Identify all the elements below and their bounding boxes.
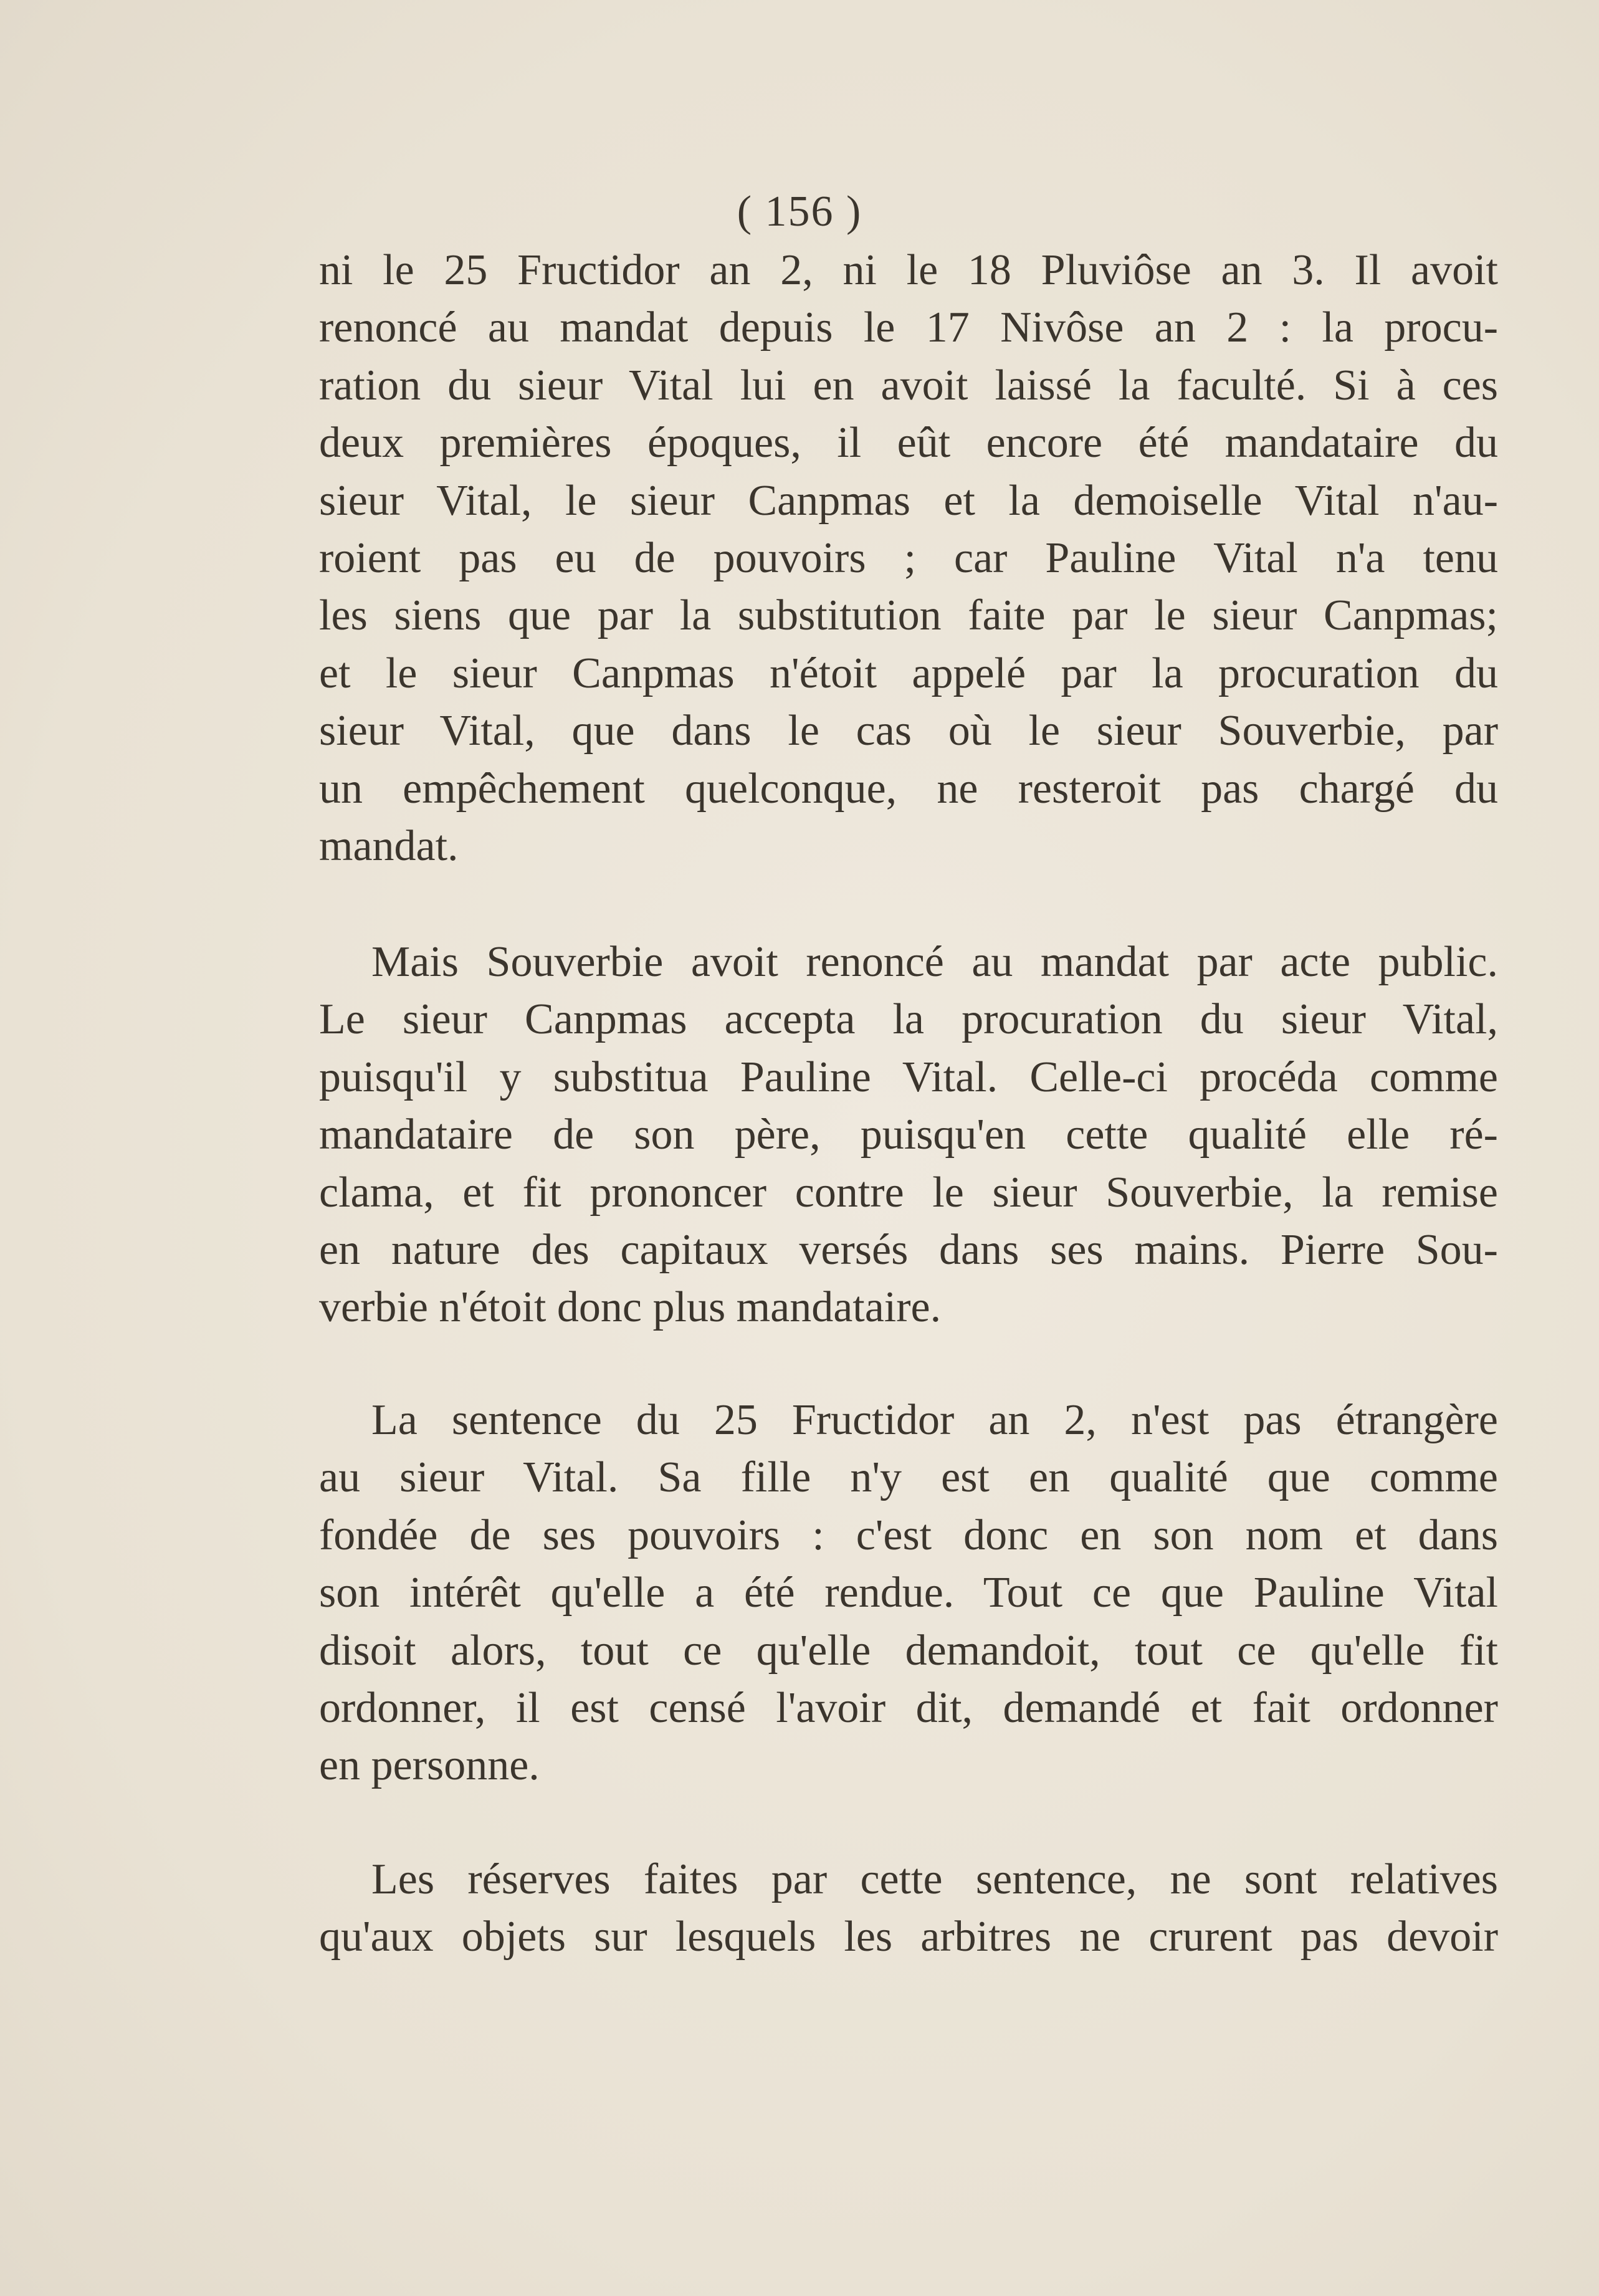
text-line: roient pas eu de pouvoirs ; car Pauline Vital n'a tenu <box>319 533 1498 582</box>
text-line: sieur Vital, que dans le cas où le sieur Souverbie, par <box>319 707 1498 755</box>
text-line: renoncé au mandat depuis le 17 Nivôse an 2 : la procu- <box>319 304 1498 352</box>
text-line: qu'aux objets sur lesquels les arbitres ne crurent pas devoir <box>319 1913 1498 1961</box>
paragraph-3 <box>319 1392 1498 1795</box>
text-line: mandat. <box>319 821 459 870</box>
paragraph-1 <box>319 242 1498 875</box>
text-line: fondée de ses pouvoirs : c'est donc en son nom et dans <box>319 1511 1498 1559</box>
text-line: et le sieur Canpmas n'étoit appelé par la procuration du <box>319 649 1498 697</box>
paragraph-2 <box>319 934 1498 1337</box>
text-line: Les réserves faites par cette sentence, ne sont relatives <box>371 1855 1498 1903</box>
text-line: mandataire de son père, puisqu'en cette qualité elle ré- <box>319 1111 1498 1159</box>
text-line: en personne. <box>319 1741 540 1790</box>
text-line: Mais Souverbie avoit renoncé au mandat par acte public. <box>371 938 1498 986</box>
text-line: en nature des capitaux versés dans ses mains. Pierre Sou- <box>319 1225 1498 1274</box>
text-line: les siens que par la substitution faite par le sieur Canpmas; <box>319 591 1498 640</box>
text-line: ordonner, il est censé l'avoir dit, demandé et fait ordonner <box>319 1683 1498 1732</box>
text-line: verbie n'étoit donc plus mandataire. <box>319 1283 942 1332</box>
text-line: puisqu'il y substitua Pauline Vital. Celle-ci procéda comme <box>319 1053 1498 1101</box>
paragraph-4 <box>319 1851 1498 1966</box>
text-line: sieur Vital, le sieur Canpmas et la demoiselle Vital n'au- <box>319 476 1498 525</box>
text-line: La sentence du 25 Fructidor an 2, n'est pas étrangère <box>371 1396 1498 1444</box>
text-line: Le sieur Canpmas accepta la procuration du sieur Vital, <box>319 995 1498 1044</box>
text-line: deux premières époques, il eût encore été mandataire du <box>319 419 1498 467</box>
text-line: ration du sieur Vital lui en avoit laissé la faculté. Si à ces <box>319 361 1498 409</box>
text-line: son intérêt qu'elle a été rendue. Tout ce que Pauline Vital <box>319 1569 1498 1617</box>
text-line: un empêchement quelconque, ne resteroit pas chargé du <box>319 764 1498 813</box>
text-line: clama, et fit prononcer contre le sieur Souverbie, la remise <box>319 1168 1498 1217</box>
text-line: au sieur Vital. Sa fille n'y est en qualité que comme <box>319 1453 1498 1502</box>
text-line: disoit alors, tout ce qu'elle demandoit, tout ce qu'elle fit <box>319 1626 1498 1675</box>
text-line: ni le 25 Fructidor an 2, ni le 18 Pluviôse an 3. Il avoit <box>319 246 1498 294</box>
page-number: ( 156 ) <box>737 188 862 236</box>
